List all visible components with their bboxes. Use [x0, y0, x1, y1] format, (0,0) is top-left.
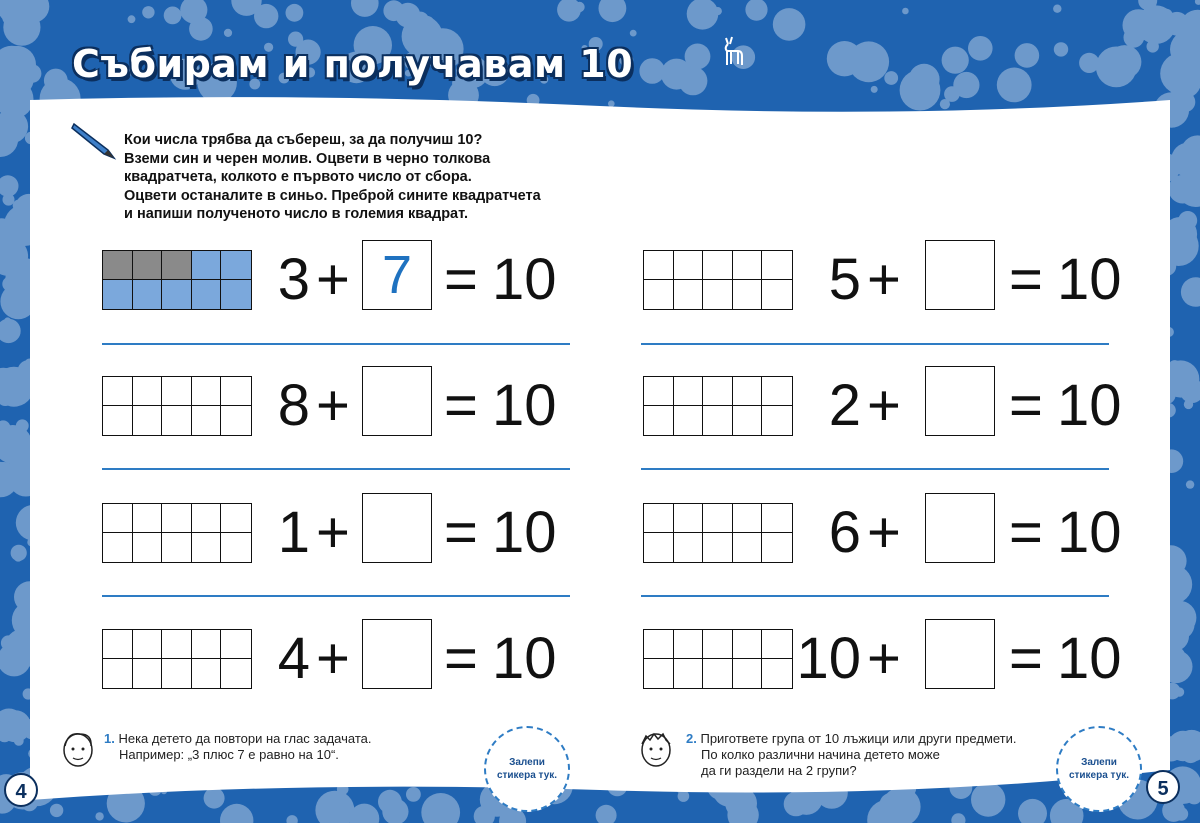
bubble-decoration — [1108, 45, 1142, 79]
ten-frame-cell[interactable] — [644, 659, 674, 688]
plus-sign: + — [867, 247, 901, 312]
note-number: 2. — [686, 731, 697, 746]
bubble-decoration — [44, 69, 68, 93]
ten-frame-cell[interactable] — [192, 377, 222, 406]
ten-frame-cell[interactable] — [674, 533, 704, 562]
ten-frame-cell[interactable] — [133, 280, 163, 309]
ten-frame-cell[interactable] — [762, 630, 792, 659]
ten-frame-cell[interactable] — [733, 659, 763, 688]
answer-box[interactable] — [925, 493, 995, 563]
sticker-label: стикера тук. — [496, 770, 558, 781]
bubble-decoration — [968, 36, 993, 61]
ten-frame-cell[interactable] — [162, 377, 192, 406]
ten-frame-cell[interactable] — [762, 280, 792, 309]
parent-note-1 — [104, 731, 372, 763]
sum-result: 10 — [1057, 373, 1122, 438]
ten-frame-cell[interactable] — [103, 377, 133, 406]
ten-frame-cell[interactable] — [703, 251, 733, 280]
sum-result: 10 — [1057, 247, 1122, 312]
ten-frame-cell[interactable] — [674, 280, 704, 309]
separator-line — [102, 595, 570, 597]
separator-line — [641, 595, 1109, 597]
sticker-placeholder[interactable] — [1056, 726, 1142, 812]
ten-frame-cell[interactable] — [192, 251, 222, 280]
ten-frame-cell[interactable] — [162, 280, 192, 309]
ten-frame-cell[interactable] — [644, 251, 674, 280]
ten-frame-cell[interactable] — [644, 630, 674, 659]
ten-frame-grid[interactable] — [102, 376, 252, 436]
ten-frame-cell[interactable] — [703, 504, 733, 533]
pencil-icon — [70, 120, 118, 160]
ten-frame-cell[interactable] — [133, 533, 163, 562]
bubble-decoration — [3, 9, 40, 46]
answer-box[interactable] — [362, 366, 432, 436]
bubble-decoration — [1169, 360, 1181, 372]
sum-result: 10 — [492, 500, 557, 565]
ten-frame-cell[interactable] — [674, 504, 704, 533]
page-number-right: 5 — [1146, 770, 1180, 804]
bubble-decoration — [95, 812, 103, 820]
ten-frame-cell[interactable] — [133, 659, 163, 688]
bubble-decoration — [142, 6, 154, 18]
bubble-decoration — [773, 8, 806, 41]
ten-frame-cell[interactable] — [221, 533, 251, 562]
separator-line — [641, 343, 1109, 345]
instruction-line: Кои числа трябва да събереш, за да получиш 10? — [124, 132, 483, 148]
ten-frame-cell[interactable] — [221, 280, 251, 309]
ten-frame-cell[interactable] — [162, 659, 192, 688]
deer-icon — [718, 34, 748, 68]
instruction-line: квадратчета, колкото е първото число от сбора. — [124, 169, 472, 186]
instructions — [124, 131, 541, 224]
addend-number: 4 — [277, 626, 310, 691]
ten-frame-cell[interactable] — [133, 630, 163, 659]
addend-number: 1 — [277, 500, 310, 565]
ten-frame-cell[interactable] — [762, 251, 792, 280]
addend-number: 10 — [796, 626, 861, 691]
sum-result: 10 — [492, 247, 557, 312]
equals-sign: = — [444, 373, 478, 438]
ten-frame-cell[interactable] — [162, 251, 192, 280]
ten-frame-grid[interactable] — [643, 629, 793, 689]
bubble-decoration — [784, 792, 809, 817]
note-line: Например: „3 плюс 7 е равно на 10“. — [119, 747, 339, 762]
bubble-decoration — [871, 86, 878, 93]
ten-frame-cell[interactable] — [133, 504, 163, 533]
ten-frame-cell[interactable] — [674, 406, 704, 435]
ten-frame-cell[interactable] — [192, 659, 222, 688]
ten-frame-cell[interactable] — [703, 533, 733, 562]
separator-line — [641, 468, 1109, 470]
bubble-decoration — [608, 100, 615, 107]
ten-frame-cell[interactable] — [221, 630, 251, 659]
equals-sign: = — [1009, 500, 1043, 565]
sticker-placeholder[interactable] — [484, 726, 570, 812]
ten-frame-cell[interactable] — [221, 504, 251, 533]
separator-line — [102, 468, 570, 470]
addend-number: 8 — [277, 373, 310, 438]
addend-number: 5 — [828, 247, 861, 312]
ten-frame-cell[interactable] — [762, 377, 792, 406]
ten-frame-cell[interactable] — [644, 504, 674, 533]
child-face-icon — [58, 728, 98, 770]
answer-box[interactable] — [925, 619, 995, 689]
addend-number: 3 — [277, 247, 310, 312]
bubble-decoration — [406, 787, 421, 802]
equals-sign: = — [444, 247, 478, 312]
sticker-label: Залепи — [1081, 757, 1117, 768]
addend-number: 2 — [828, 373, 861, 438]
instruction-line: Вземи син и черен молив. Оцвети в черно толкова — [124, 150, 491, 167]
bubble-decoration — [1181, 745, 1200, 764]
ten-frame-cell[interactable] — [674, 630, 704, 659]
instruction-line: и напиши полученото число в големия квадрат. — [124, 206, 468, 223]
bubble-decoration — [1137, 5, 1176, 44]
instruction-line: Оцвети останалите в синьо. Преброй сините квадратчета — [124, 187, 541, 204]
note-line: Нека детето да повтори на глас задачата. — [118, 731, 372, 746]
ten-frame-cell[interactable] — [192, 630, 222, 659]
exercise-item — [102, 493, 572, 573]
bubble-decoration — [639, 58, 665, 84]
ten-frame-cell[interactable] — [703, 659, 733, 688]
bubble-decoration — [574, 2, 584, 12]
plus-sign: + — [316, 247, 350, 312]
answer-box[interactable] — [362, 619, 432, 689]
sticker-label: Залепи — [509, 757, 545, 768]
ten-frame-cell[interactable] — [103, 406, 133, 435]
bubble-decoration — [997, 68, 1032, 103]
exercise-item — [643, 366, 1122, 446]
bubble-decoration — [1186, 480, 1194, 488]
ten-frame-cell[interactable] — [133, 377, 163, 406]
plus-sign: + — [316, 500, 350, 565]
equals-sign: = — [444, 626, 478, 691]
bubble-decoration — [909, 64, 940, 95]
ten-frame-cell[interactable] — [733, 377, 763, 406]
plus-sign: + — [316, 626, 350, 691]
ten-frame-grid[interactable] — [643, 376, 793, 436]
equals-sign: = — [1009, 373, 1043, 438]
ten-frame-cell[interactable] — [703, 406, 733, 435]
ten-frame-cell[interactable] — [733, 280, 763, 309]
bubble-decoration — [164, 7, 182, 25]
ten-frame-cell[interactable] — [221, 377, 251, 406]
ten-frame-cell[interactable] — [762, 406, 792, 435]
ten-frame-cell[interactable] — [192, 406, 222, 435]
bubble-decoration — [679, 67, 708, 96]
ten-frame-grid[interactable] — [643, 250, 793, 310]
plus-sign: + — [316, 373, 350, 438]
page-number-left: 4 — [4, 773, 38, 807]
ten-frame-grid[interactable] — [102, 629, 252, 689]
ten-frame-cell[interactable] — [733, 504, 763, 533]
ten-frame-cell[interactable] — [644, 377, 674, 406]
bubble-decoration — [286, 4, 304, 22]
ten-frame-cell[interactable] — [733, 406, 763, 435]
sum-result: 10 — [492, 626, 557, 691]
bubble-decoration — [971, 782, 1005, 816]
ten-frame-cell[interactable] — [733, 630, 763, 659]
bubble-decoration — [224, 29, 232, 37]
ten-frame-grid[interactable] — [102, 503, 252, 563]
child-face-icon — [636, 728, 676, 770]
ten-frame-cell[interactable] — [674, 251, 704, 280]
ten-frame-cell[interactable] — [162, 533, 192, 562]
exercise-item — [102, 619, 572, 699]
ten-frame-cell[interactable] — [162, 630, 192, 659]
bubble-decoration — [16, 419, 29, 432]
answer-box[interactable] — [362, 493, 432, 563]
equals-sign: = — [444, 500, 478, 565]
ten-frame-cell[interactable] — [762, 504, 792, 533]
ten-frame-cell[interactable] — [162, 406, 192, 435]
bubble-decoration — [884, 71, 898, 85]
ten-frame-cell[interactable] — [221, 251, 251, 280]
exercise-item — [643, 619, 1122, 699]
bubble-decoration — [1054, 42, 1068, 56]
ten-frame-cell[interactable] — [762, 533, 792, 562]
bubble-decoration — [953, 72, 979, 98]
note-number: 1. — [104, 731, 115, 746]
ten-frame-cell[interactable] — [703, 630, 733, 659]
ten-frame-cell[interactable] — [162, 504, 192, 533]
ten-frame-grid[interactable] — [102, 250, 252, 310]
parent-note-2 — [686, 731, 1017, 779]
bubble-decoration — [685, 44, 711, 70]
equals-sign: = — [1009, 626, 1043, 691]
ten-frame-cell[interactable] — [644, 406, 674, 435]
bubble-decoration — [4, 317, 11, 324]
page-title: Събирам и получавам 10 — [72, 42, 634, 86]
bubble-decoration — [50, 804, 63, 817]
ten-frame-cell[interactable] — [103, 630, 133, 659]
plus-sign: + — [867, 373, 901, 438]
ten-frame-cell[interactable] — [221, 406, 251, 435]
note-line: По колко различни начина детето може — [701, 747, 940, 762]
sum-result: 10 — [492, 373, 557, 438]
exercise-item — [102, 366, 572, 446]
ten-frame-cell[interactable] — [192, 504, 222, 533]
exercise-item — [643, 240, 1122, 320]
ten-frame-cell[interactable] — [103, 533, 133, 562]
addend-number: 6 — [828, 500, 861, 565]
exercise-item — [102, 240, 572, 320]
ten-frame-cell[interactable] — [703, 377, 733, 406]
answer-box[interactable]: 7 — [362, 240, 432, 310]
bubble-decoration — [940, 99, 950, 109]
bubble-decoration — [827, 41, 862, 76]
answer-box[interactable] — [925, 240, 995, 310]
ten-frame-grid[interactable] — [643, 503, 793, 563]
ten-frame-cell[interactable] — [133, 406, 163, 435]
bubble-decoration — [14, 552, 23, 561]
sum-result: 10 — [1057, 626, 1122, 691]
ten-frame-cell[interactable] — [733, 251, 763, 280]
ten-frame-cell[interactable] — [674, 659, 704, 688]
sticker-label: стикера тук. — [1068, 770, 1130, 781]
ten-frame-cell[interactable] — [103, 251, 133, 280]
bubble-decoration — [630, 30, 637, 37]
ten-frame-cell[interactable] — [192, 280, 222, 309]
exercise-item — [643, 493, 1122, 573]
ten-frame-cell[interactable] — [674, 377, 704, 406]
equals-sign: = — [1009, 247, 1043, 312]
ten-frame-cell[interactable] — [221, 659, 251, 688]
plus-sign: + — [867, 500, 901, 565]
ten-frame-cell[interactable] — [733, 533, 763, 562]
ten-frame-cell[interactable] — [103, 280, 133, 309]
ten-frame-cell[interactable] — [644, 280, 674, 309]
bubble-decoration — [942, 47, 969, 74]
bubble-decoration — [714, 7, 722, 15]
bubble-decoration — [902, 8, 909, 15]
ten-frame-cell[interactable] — [103, 659, 133, 688]
ten-frame-cell[interactable] — [703, 280, 733, 309]
ten-frame-cell[interactable] — [103, 504, 133, 533]
bubble-decoration — [1015, 43, 1040, 68]
sum-result: 10 — [1057, 500, 1122, 565]
ten-frame-cell[interactable] — [192, 533, 222, 562]
ten-frame-cell[interactable] — [762, 659, 792, 688]
note-line: да ги раздели на 2 групи? — [701, 763, 857, 778]
bubble-decoration — [19, 626, 28, 635]
answer-box[interactable] — [925, 366, 995, 436]
ten-frame-cell[interactable] — [644, 533, 674, 562]
separator-line — [102, 343, 570, 345]
bubble-decoration — [1053, 5, 1061, 13]
plus-sign: + — [867, 626, 901, 691]
note-line: Пригответе група от 10 лъжици или други предмети. — [700, 731, 1017, 746]
ten-frame-cell[interactable] — [133, 251, 163, 280]
bubble-decoration — [128, 15, 136, 23]
bubble-decoration — [396, 3, 421, 28]
